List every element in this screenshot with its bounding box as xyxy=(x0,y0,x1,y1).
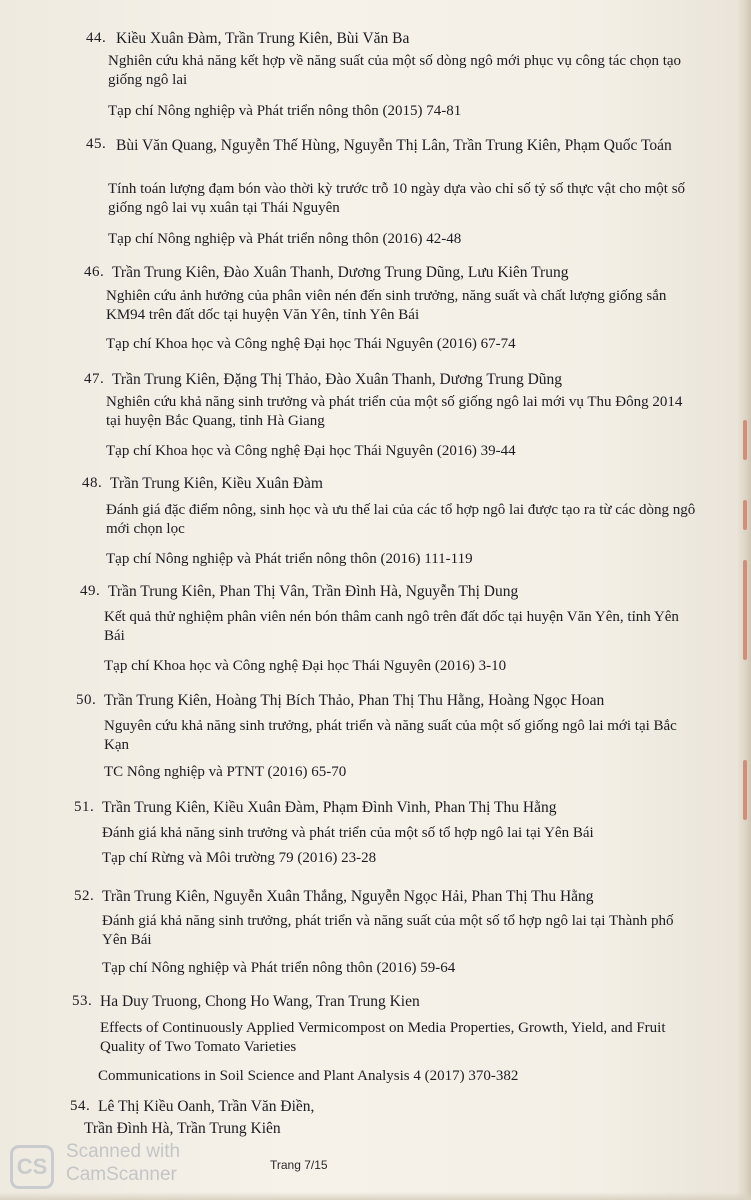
entry-number: 45. xyxy=(86,136,107,152)
entry-authors: Trần Trung Kiên, Kiều Xuân Đàm, Phạm Đình Vinh, Phan Thị Thu Hằng xyxy=(102,799,557,816)
entry-journal: Tạp chí Nông nghiệp và Phát triển nông thôn (2016) 42-48 xyxy=(108,231,462,247)
entry-title: Nghiên cứu khả năng sinh trưởng và phát triển của một số giống ngô lai mới vụ Thu Đông 2014 tại huyện Bắc Quang, tỉnh Hà Giang xyxy=(106,394,683,429)
entry-title: Tính toán lượng đạm bón vào thời kỳ trước trỗ 10 ngày dựa vào chỉ số tỷ số thực vật cho một số giống ngô lai vụ xuân tại Thái Nguyên xyxy=(108,181,686,216)
entry-authors-continued: Trần Đình Hà, Trần Trung Kiên xyxy=(84,1120,281,1137)
entry-number: 49. xyxy=(80,583,101,599)
entry-authors: Trần Trung Kiên, Đào Xuân Thanh, Dương Trung Dũng, Lưu Kiên Trung xyxy=(112,264,569,281)
entry-journal: Tạp chí Khoa học và Công nghệ Đại học Thái Nguyên (2016) 67-74 xyxy=(106,336,516,352)
entry-journal: Communications in Soil Science and Plant Analysis 4 (2017) 370-382 xyxy=(98,1068,519,1084)
entry-number: 44. xyxy=(86,30,107,46)
page-number: Trang 7/15 xyxy=(270,1158,328,1172)
entry-title: Nghiên cứu khả năng kết hợp về năng suất của một số dòng ngô mới phục vụ công tác chọn tạo giống ngô lai xyxy=(108,53,682,88)
entry-journal: Tạp chí Khoa học và Công nghệ Đại học Thái Nguyên (2016) 3-10 xyxy=(104,658,507,674)
entry-authors: Bùi Văn Quang, Nguyễn Thế Hùng, Nguyễn Thị Lân, Trần Trung Kiên, Phạm Quốc Toán xyxy=(116,137,672,154)
entry-title: Đánh giá đặc điểm nông, sinh học và ưu thế lai của các tổ hợp ngô lai được tạo ra từ các dòng ngô mới chọn lọc xyxy=(106,502,696,537)
scanner-watermark xyxy=(10,1141,230,1191)
entry-authors: Trần Trung Kiên, Phan Thị Vân, Trần Đình Hà, Nguyễn Thị Dung xyxy=(108,583,519,600)
entry-authors: Kiều Xuân Đàm, Trần Trung Kiên, Bùi Văn Ba xyxy=(116,30,410,47)
entry-journal: Tạp chí Nông nghiệp và Phát triển nông thôn (2016) 111-119 xyxy=(106,551,473,567)
camscanner-logo-icon: CS xyxy=(10,1145,54,1189)
entry-authors: Lê Thị Kiều Oanh, Trần Văn Điền, xyxy=(98,1098,315,1115)
entry-title: Nguyên cứu khả năng sinh trưởng, phát triển và năng suất của một số giống ngô lai mới tại Bắc Kạn xyxy=(104,718,677,753)
entry-authors: Trần Trung Kiên, Kiều Xuân Đàm xyxy=(110,475,323,492)
entry-authors: Trần Trung Kiên, Hoàng Thị Bích Thảo, Phan Thị Thu Hằng, Hoàng Ngọc Hoan xyxy=(104,692,605,709)
entry-number: 54. xyxy=(70,1098,91,1114)
entry-title: Đánh giá khả năng sinh trưởng và phát triển của một số tổ hợp ngô lai tại Yên Bái xyxy=(102,825,594,841)
entry-journal: Tạp chí Khoa học và Công nghệ Đại học Thái Nguyên (2016) 39-44 xyxy=(106,443,516,459)
entry-title: Đánh giá khả năng sinh trưởng, phát triển và năng suất của một số tổ hợp ngô lai tại Thành phố Yên Bái xyxy=(102,913,674,948)
entry-title: Kết quả thử nghiệm phân viên nén bón thâm canh ngô trên đất dốc tại huyện Văn Yên, tỉnh Yên Bái xyxy=(104,609,679,644)
entry-number: 52. xyxy=(74,888,95,904)
entry-number: 50. xyxy=(76,692,97,708)
entry-title: Nghiên cứu ảnh hưởng của phân viên nén đến sinh trưởng, năng suất và chất lượng giống sắn KM94 trên đất dốc tại huyện Văn Yên, tỉnh Yên Bái xyxy=(106,288,667,323)
entry-authors: Trần Trung Kiên, Đặng Thị Thảo, Đào Xuân Thanh, Dương Trung Dũng xyxy=(112,371,563,388)
red-mark xyxy=(743,760,747,820)
entry-number: 46. xyxy=(84,264,105,280)
entry-authors: Trần Trung Kiên, Nguyễn Xuân Thắng, Nguyễn Ngọc Hải, Phan Thị Thu Hằng xyxy=(102,888,594,905)
entry-journal: Tạp chí Rừng và Môi trường 79 (2016) 23-28 xyxy=(102,850,377,866)
watermark-line-1: Scanned with xyxy=(66,1141,181,1162)
entry-number: 47. xyxy=(84,371,105,387)
entry-number: 51. xyxy=(74,799,95,815)
entry-authors: Ha Duy Truong, Chong Ho Wang, Tran Trung Kien xyxy=(100,993,420,1010)
red-mark xyxy=(743,420,747,460)
entry-journal: Tạp chí Nông nghiệp và Phát triển nông thôn (2016) 59-64 xyxy=(102,960,456,976)
entry-number: 53. xyxy=(72,993,93,1009)
entry-title: Effects of Continuously Applied Vermicompost on Media Properties, Growth, Yield, and Fruit Quality of Two Tomato Varieties xyxy=(100,1020,666,1055)
bottom-edge xyxy=(0,1192,751,1200)
watermark-line-2: CamScanner xyxy=(66,1164,177,1185)
entry-journal: TC Nông nghiệp và PTNT (2016) 65-70 xyxy=(104,764,347,780)
entry-journal: Tạp chí Nông nghiệp và Phát triển nông thôn (2015) 74-81 xyxy=(108,103,462,119)
red-mark xyxy=(743,500,747,530)
entry-number: 48. xyxy=(82,475,103,491)
red-mark xyxy=(743,560,747,660)
